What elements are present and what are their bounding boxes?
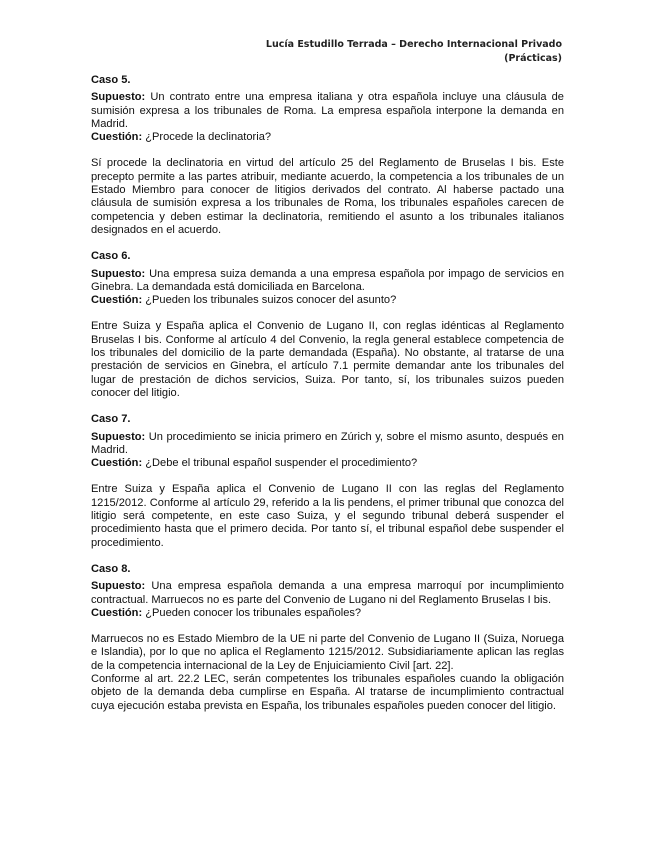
case-title: Caso 5. — [91, 74, 131, 86]
cuestion-text: ¿Pueden los tribunales suizos conocer del asunto? — [145, 294, 397, 307]
case-8 — [91, 563, 564, 713]
supuesto — [91, 91, 564, 131]
supuesto — [91, 580, 564, 607]
case-5 — [91, 74, 564, 237]
supuesto-label: Supuesto: — [91, 91, 146, 104]
supuesto-label: Supuesto: — [91, 430, 146, 443]
cuestion — [91, 294, 564, 307]
supuesto-label: Supuesto: — [91, 580, 146, 593]
cuestion-label: Cuestión: — [91, 294, 143, 307]
supuesto-text: Un contrato entre una empresa italiana y otra española incluye una cláusula de sumisión expresa a los tribunales de Roma. La empresa española interpone la demanda en Madrid. — [91, 91, 564, 130]
answer-paragraph: Conforme al art. 22.2 LEC, serán competentes los tribunales españoles cuando la obligación objeto de la demanda deba cumplirse en España. Al tratarse de incumplimiento contractual cuya ejecución estaba prevista en España, los tribunales españoles pueden conocer del litigio. — [91, 672, 564, 712]
answer-paragraph: Entre Suiza y España aplica el Convenio de Lugano II, con reglas idénticas al Reglamento Bruselas I bis. Conforme al artículo 4 del Convenio, la regla general establece competencia de los tribunales del domicilio de la parte demandada (España). No obstante, al tratarse de una prestación de servicios en Ginebra, el artículo 7.1 permite demandar ante los tribunales del lugar de prestación de dichos servicios, Suiza. Por tanto, sí, los tribunales suizos pueden conocer del litigio. — [91, 320, 564, 399]
supuesto — [91, 431, 564, 458]
cuestion — [91, 607, 564, 620]
header-subtitle: (Prácticas) — [504, 53, 562, 64]
cuestion — [91, 131, 564, 144]
answer — [91, 633, 564, 713]
supuesto — [91, 268, 564, 295]
cuestion-text: ¿Pueden conocer los tribunales españoles? — [145, 606, 362, 619]
supuesto-label: Supuesto: — [91, 267, 146, 280]
case-6 — [91, 250, 564, 400]
supuesto-text: Una empresa española demanda a una empresa marroquí por incumplimiento contractual. Marruecos no es parte del Convenio de Lugano ni del Reglamento Bruselas I bis. — [91, 580, 564, 606]
supuesto-text: Un procedimiento se inicia primero en Zúrich y, sobre el mismo asunto, después en Madrid. — [91, 430, 564, 456]
answer — [91, 483, 564, 549]
cuestion-text: ¿Debe el tribunal español suspender el procedimiento? — [145, 457, 418, 470]
answer-paragraph: Entre Suiza y España aplica el Convenio de Lugano II con las reglas del Reglamento 1215/2012. Conforme al artículo 29, referido a la lis pendens, el primer tribunal que conozca del litigio será competente, en este caso Suiza, y el segundo tribunal deberá suspender el procedimiento hasta que el primero decida. Por tanto sí, el tribunal español debe suspender el procedimiento. — [91, 483, 564, 549]
answer-paragraph: Sí procede la declinatoria en virtud del artículo 25 del Reglamento de Bruselas I bis. Este precepto permite a las partes atribuir, mediante acuerdo, la competencia a los tribunales de un Estado Miembro para conocer de litigios derivados del contrato. Al haberse pactado una cláusula de sumisión expresa a los tribunales de Roma, los tribunales españoles carecen de competencia y deben estimar la declinatoria, remitiendo el asunto a los tribunales italianos designados en el acuerdo. — [91, 157, 564, 236]
cuestion-label: Cuestión: — [91, 457, 143, 470]
answer — [91, 157, 564, 237]
document-body — [91, 74, 564, 726]
case-title: Caso 8. — [91, 562, 131, 575]
case-title: Caso 6. — [91, 250, 131, 263]
cuestion-label: Cuestión: — [91, 606, 143, 619]
header-author-course: Lucía Estudillo Terrada – Derecho Internacional Privado — [265, 39, 562, 50]
supuesto-text: Una empresa suiza demanda a una empresa española por impago de servicios en Ginebra. La demandada está domiciliada en Barcelona. — [91, 267, 564, 293]
page-header — [242, 38, 562, 66]
cuestion-text: ¿Procede la declinatoria? — [145, 131, 272, 144]
cuestion — [91, 457, 564, 470]
cuestion-label: Cuestión: — [91, 131, 143, 144]
answer-paragraph: Marruecos no es Estado Miembro de la UE ni parte del Convenio de Lugano II (Suiza, Noruega e Islandia), por lo que no aplica el Reglamento 1215/2012. Subsidiariamente aplican las reglas de la competencia internacional de la Ley de Enjuiciamiento Civil [art. 22]. — [91, 633, 564, 672]
answer — [91, 320, 564, 400]
case-7 — [91, 413, 564, 550]
case-title: Caso 7. — [91, 413, 131, 426]
